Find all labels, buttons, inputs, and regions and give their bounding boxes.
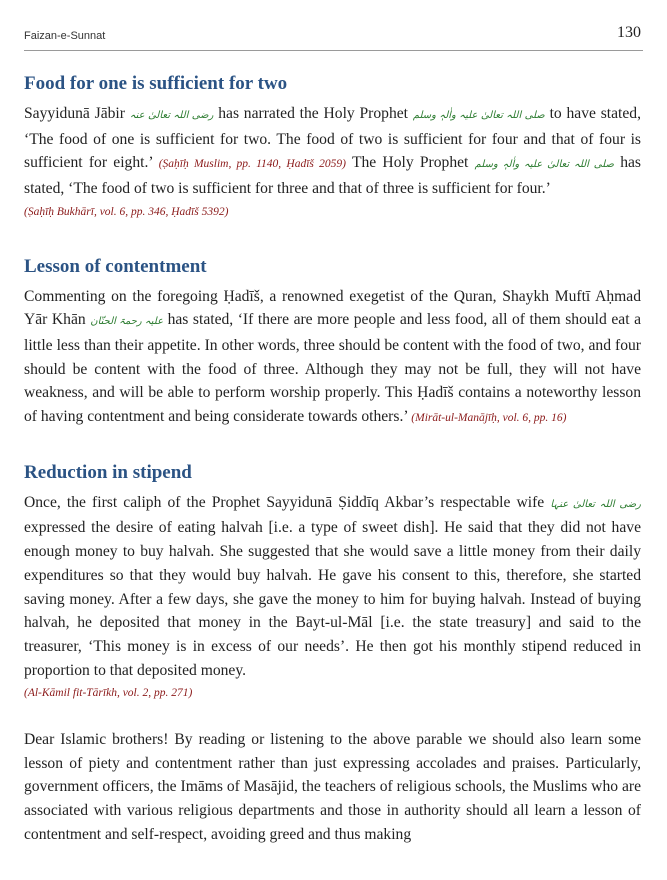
hadith-reference: (Ṣaḥīḥ Bukhārī, vol. 6, pp. 346, Ḥadīš 5392) — [24, 205, 229, 218]
salutation-rahmatullahi-alayh: علیہ رحمۃ الحنّان — [90, 316, 164, 328]
paragraph-text: Commenting on the foregoing Ḥadīš, a renowned exegetist of the Quran, Shaykh Muftī Aḥmad Yār Khān — [24, 287, 641, 329]
paragraph-text: The Holy Prophet — [351, 154, 469, 172]
book-reference: (Mirāt-ul-Manājīḥ, vol. 6, pp. 16) — [411, 412, 567, 425]
paragraph — [24, 491, 641, 706]
paragraph-text: has narrated the Holy Prophet — [218, 105, 409, 122]
salutation-radiyallahu-anhu: رضی اللہ تعالیٰ عنہ — [129, 110, 214, 121]
page-number: 130 — [617, 24, 641, 41]
section-heading: Lesson of contentment — [24, 255, 207, 277]
salutation-sallallahu-alayhi-wasallam: صلی اللہ تعالیٰ علیہ واٰلہٖ وسلم — [412, 110, 545, 121]
paragraph-text: expressed the desire of eating halvah [i.e. a type of sweet dish]. He said that they did not have enough money to buy halvah. She suggested that she would save a little money from their daily expenditures so that they would buy halvah. He gave his consent to this, therefore, she started saving money. After a few days, she gave the money to him for buying halvah. Instead of buying halvah, he deposited that money in the Bayt-ul-Māl [i.e. the state treasury] and said to the treasurer, ‘This money is in excess of our needs’. He then got his monthly stipend reduced in proportion to that deposited money. — [24, 519, 641, 679]
section-reduction-in-stipend — [24, 461, 641, 706]
salutation-sallallahu-alayhi-wasallam: صلی اللہ تعالیٰ علیہ واٰلہٖ وسلم — [474, 159, 614, 171]
running-header — [24, 24, 643, 51]
paragraph-text: has stated, ‘If there are more people and less food, all of them should eat a little less than their appetite. In other words, three should be content with the food of two, and four should be content with the food of three. Although they may not be full, they will not have weakness, and will be able to perform worship properly. This Ḥadīš contains a noteworthy lesson of having contentment and being considerate towards others.’ — [24, 311, 641, 426]
paragraph-text: Once, the first caliph of the Prophet Sayyidunā Ṣiddīq Akbar’s respectable wife — [24, 493, 545, 511]
paragraph-text: to have stated, ‘The food of one is sufficient for two. The food of two is sufficient for four and that of four is sufficient for eight.’ — [24, 105, 641, 172]
section-lesson-of-contentment — [24, 255, 641, 431]
closing-paragraph: Dear Islamic brothers! By reading or listening to the above parable we should also learn some lesson of piety and contentment rather than just expressing accolades and praises. Particularly, government officers, the Imāms of Masājid, the teachers of religious schools, the Muslims who are associated with various religious departments and those in authority should all learn a lesson of contentment and self-respect, avoiding greed and thus making — [24, 731, 641, 843]
salutation-radiyallahu-anha: رضی اللہ تعالیٰ عنہا — [550, 498, 642, 510]
paragraph-text: has stated, ‘The food of two is sufficient for three and that of three is sufficient for four.’ — [24, 154, 642, 198]
section-heading: Reduction in stipend — [24, 461, 192, 483]
page-content — [24, 72, 641, 847]
hadith-reference: (Ṣaḥīḥ Muslim, pp. 1140, Ḥadīš 2059) — [158, 158, 346, 171]
paragraph — [24, 102, 641, 225]
section-heading: Food for one is sufficient for two — [24, 73, 288, 94]
book-reference: (Al-Kāmil fit-Tārīkh, vol. 2, pp. 271) — [24, 687, 193, 700]
paragraph — [24, 285, 641, 431]
paragraph-text: Sayyidunā Jābir — [24, 105, 125, 122]
book-title: Faizan-e-Sunnat — [24, 30, 106, 42]
section-food-for-one — [24, 72, 641, 225]
